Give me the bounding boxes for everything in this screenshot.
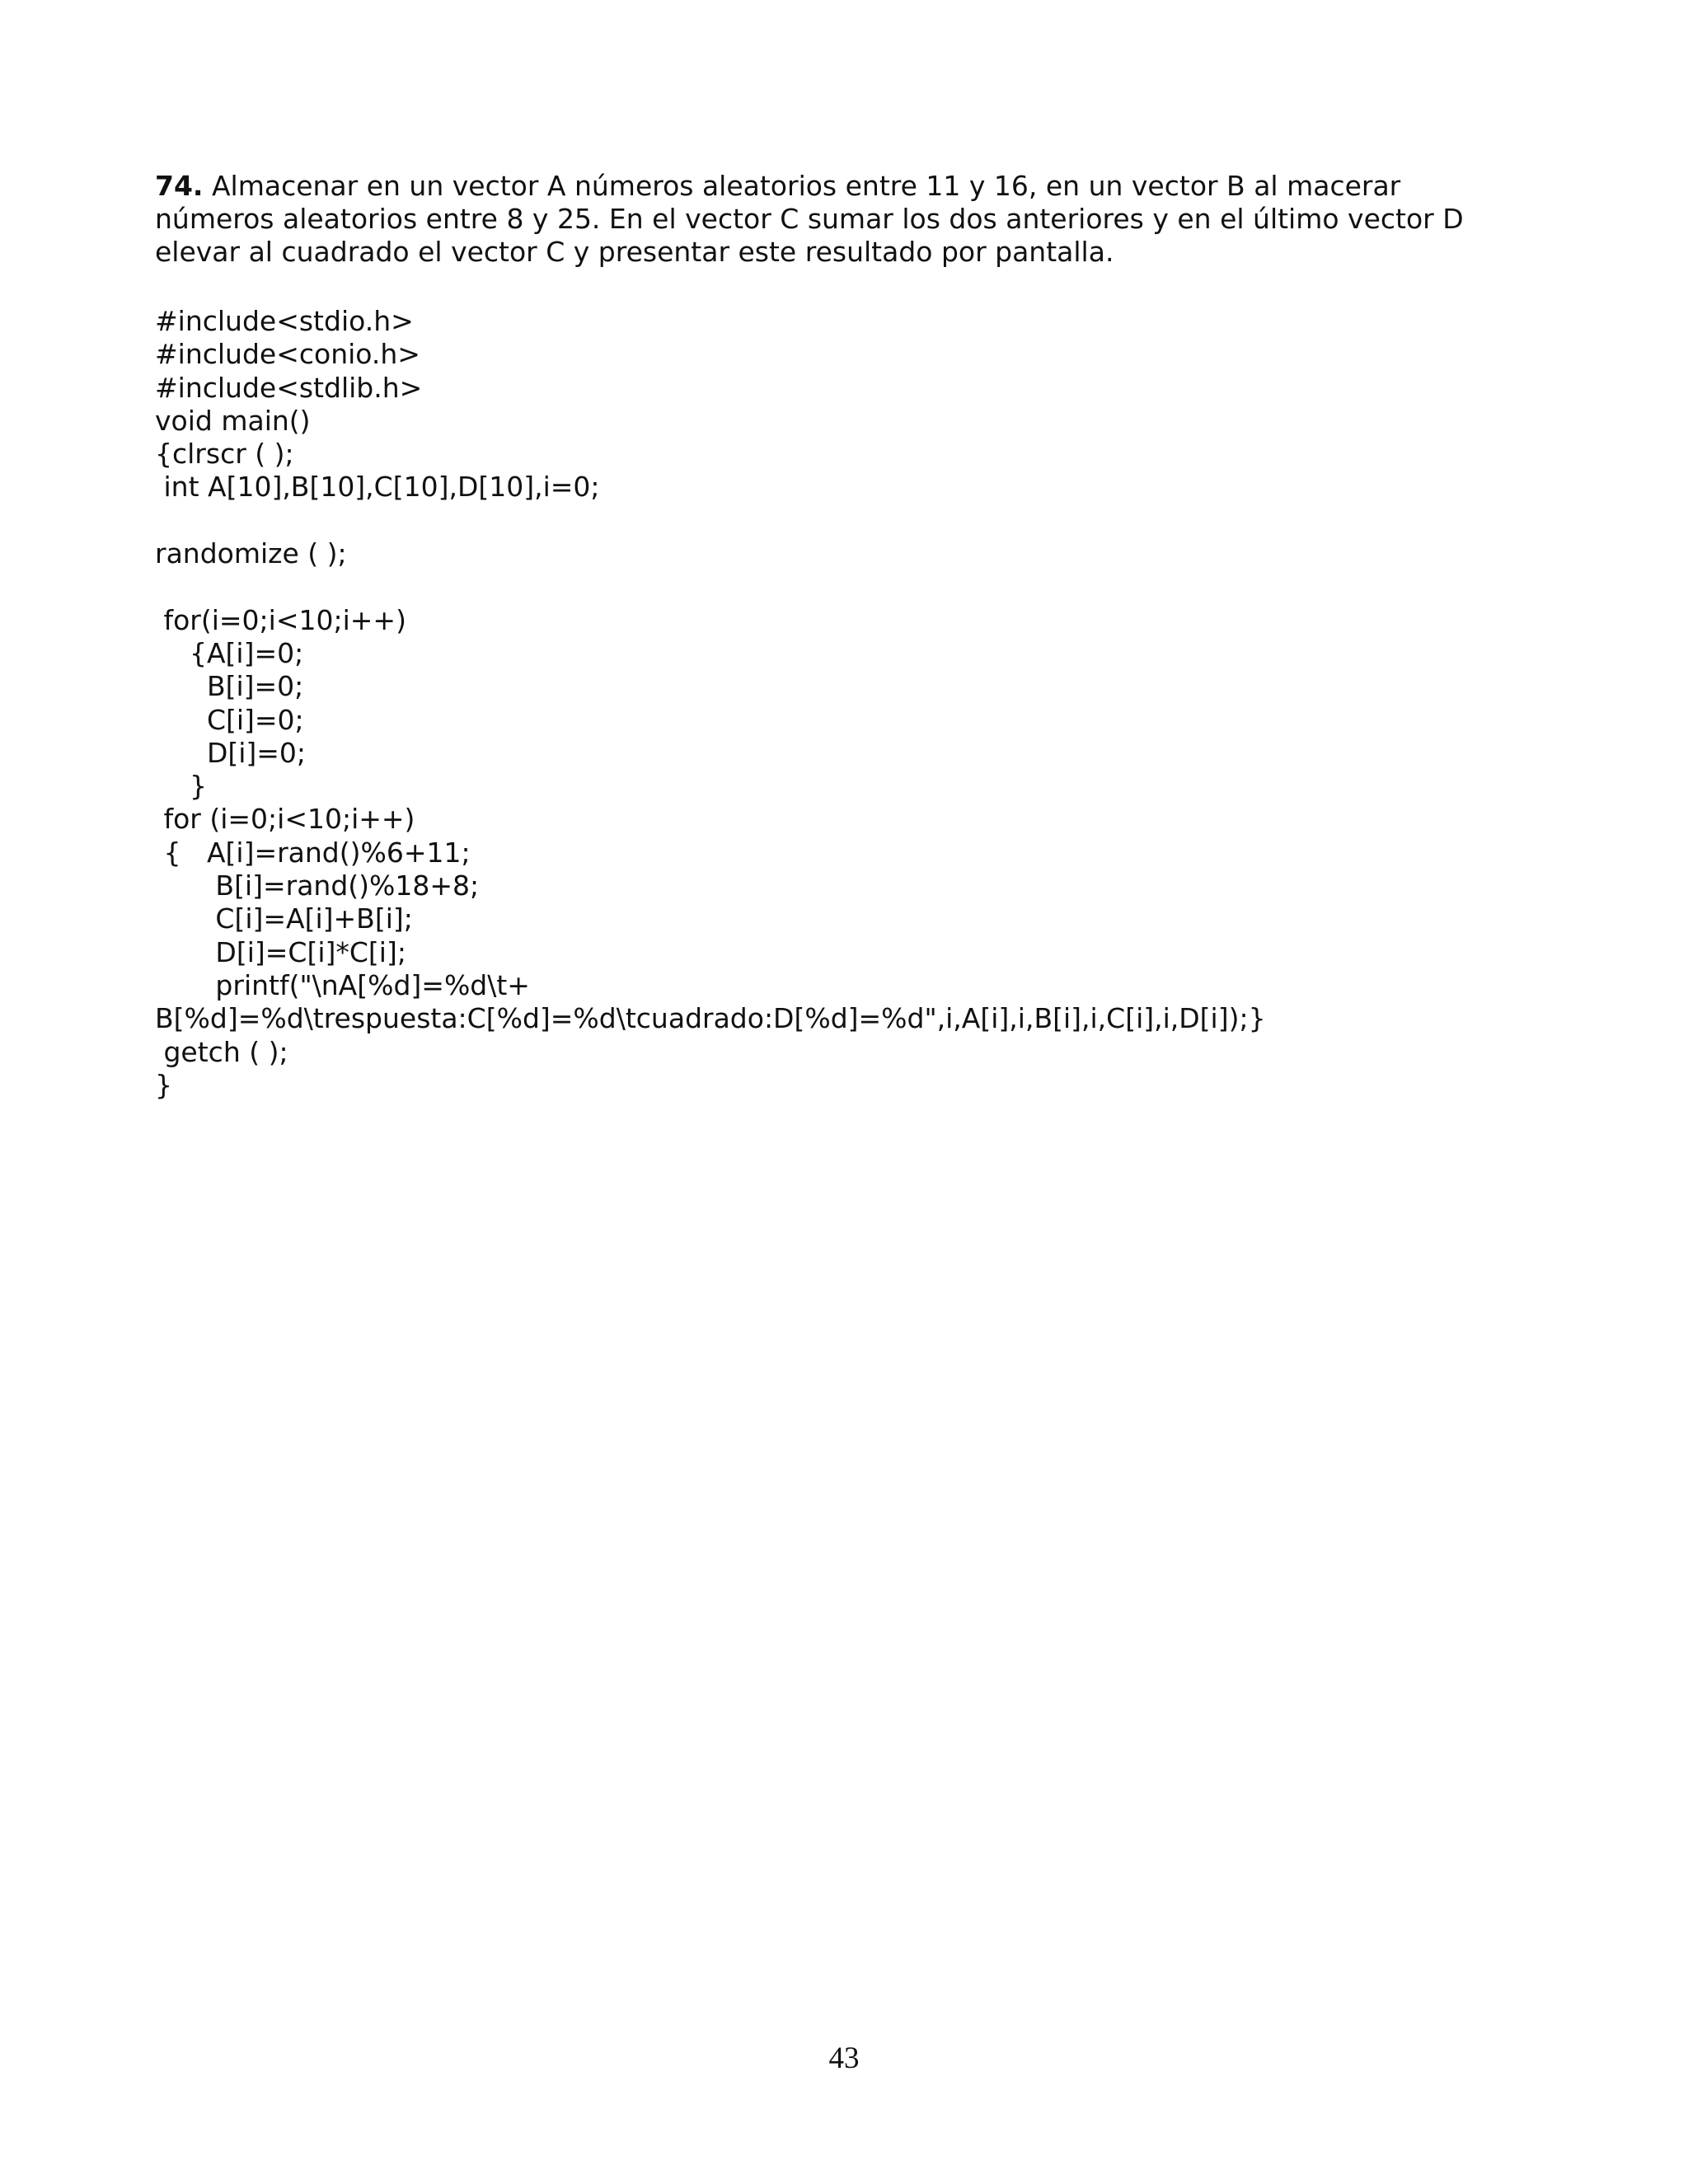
code-line: getch ( ); <box>155 1035 288 1068</box>
code-line: { A[i]=rand()%6+11; <box>155 836 471 869</box>
code-line: D[i]=C[i]*C[i]; <box>155 935 406 968</box>
code-line: B[%d]=%d\trespuesta:C[%d]=%d\tcuadrado:D[%d]=%d",i,A[i],i,B[i],i,C[i],i,D[i]);} <box>155 1002 1266 1035</box>
code-line: printf("\nA[%d]=%d\t+ <box>155 968 530 1001</box>
code-line: D[i]=0; <box>155 736 307 769</box>
code-line: } <box>155 1068 172 1101</box>
code-line: C[i]=0; <box>155 703 304 736</box>
code-line: C[i]=A[i]+B[i]; <box>155 902 413 935</box>
code-listing <box>155 305 1556 1102</box>
code-line <box>155 570 1556 603</box>
page-number: 43 <box>828 2041 860 2075</box>
code-line: #include<conio.h> <box>155 338 420 371</box>
code-line: #include<stdio.h> <box>155 305 414 337</box>
code-line: for(i=0;i<10;i++) <box>155 603 406 636</box>
code-line: {A[i]=0; <box>155 636 304 669</box>
code-line: B[i]=0; <box>155 670 304 703</box>
code-line: B[i]=rand()%18+8; <box>155 869 480 902</box>
code-line: void main() <box>155 404 311 437</box>
code-line: randomize ( ); <box>155 537 347 570</box>
code-line <box>155 504 1556 537</box>
problem-statement <box>155 170 1507 269</box>
code-line: int A[10],B[10],C[10],D[10],i=0; <box>155 471 600 504</box>
code-line: #include<stdlib.h> <box>155 371 423 404</box>
code-line: {clrscr ( ); <box>155 438 294 471</box>
code-line: for (i=0;i<10;i++) <box>155 803 415 836</box>
code-line: } <box>155 770 207 803</box>
problem-text: Almacenar en un vector A números aleatorios entre 11 y 16, en un vector B al macerar números aleatorios entre 8 y 25. En el vector C sumar los dos anteriores y en el último vector D elevar al cuadrado el vector C y presentar este resultado por pantalla. <box>155 170 1464 268</box>
problem-number: 74. <box>155 170 204 202</box>
